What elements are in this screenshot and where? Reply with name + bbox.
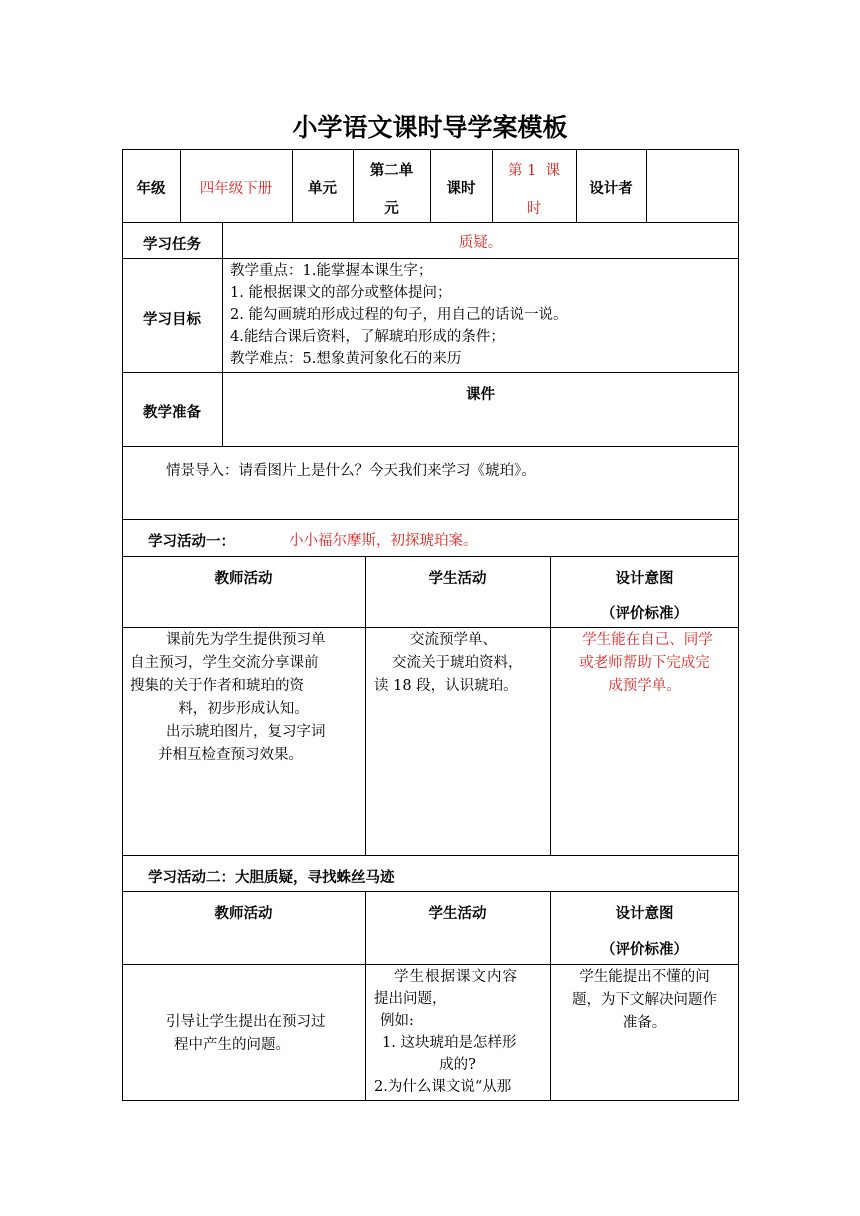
- activity1-student-line: 交流关于琥珀资料，: [392, 655, 523, 671]
- objective-line: 教学难点：5.想象黄河象化石的来历: [230, 351, 462, 367]
- prep-label: 教学准备: [143, 405, 201, 421]
- activity2-design-line: 题，为下文解决问题作: [572, 992, 717, 1008]
- objectives-label: 学习目标: [143, 312, 201, 328]
- activity2-label: 学习活动二：大胆质疑，寻找蛛丝马迹: [148, 870, 395, 886]
- row-divider: [122, 222, 739, 223]
- activity1-col-design: 设计意图: [615, 571, 674, 587]
- grade-value: 四年级下册: [199, 181, 273, 197]
- activity1-design-line: 或老师帮助下完成完: [579, 655, 710, 671]
- designer-label: 设计者: [589, 181, 633, 197]
- lesson-value-line2: 时: [526, 201, 542, 217]
- grade-label: 年级: [136, 181, 166, 197]
- activity1-col-student: 学生活动: [428, 571, 487, 587]
- activity2-teacher-line: 引导让学生提出在预习过: [166, 1014, 326, 1030]
- activity1-col-design-sub: （评价标准）: [601, 606, 688, 622]
- activity2-col-design-sub: （评价标准）: [601, 942, 688, 958]
- activity2-col-student: 学生活动: [428, 906, 487, 922]
- activity1-col-teacher: 教师活动: [214, 571, 273, 587]
- activity2-col-design: 设计意图: [615, 906, 674, 922]
- activity1-name: 小小福尔摩斯，初探琥珀案。: [289, 533, 478, 549]
- activity2-teacher-line: 程中产生的问题。: [174, 1037, 290, 1053]
- activity1-teacher-line: 搜集的关于作者和琥珀的资: [130, 678, 304, 694]
- activity2-design-line: 学生能提出不懂的问: [579, 969, 710, 985]
- task-value: 质疑。: [458, 235, 503, 251]
- row-divider: [122, 446, 739, 447]
- col-divider: [365, 556, 366, 855]
- prep-value: 课件: [466, 387, 495, 403]
- objective-line: 1. 能根据课文的部分或整体提问；: [230, 285, 452, 301]
- row-divider: [122, 556, 739, 557]
- col-divider: [646, 149, 647, 222]
- activity2-student-line: 1. 这块琥珀是怎样形: [382, 1035, 517, 1051]
- activity1-label: 学习活动一：: [148, 534, 235, 550]
- activity1-teacher-line: 料，初步形成认知。: [178, 701, 309, 717]
- activity1-teacher-line: 并相互检查预习效果。: [158, 747, 303, 763]
- row-divider: [122, 372, 739, 373]
- intro-text: 情景导入：请看图片上是什么？今天我们来学习《琥珀》。: [166, 463, 536, 479]
- task-label: 学习任务: [143, 237, 201, 253]
- activity2-design-line: 准备。: [622, 1015, 667, 1031]
- activity1-teacher-line: 自主预习，学生交流分享课前: [130, 655, 319, 671]
- activity2-student-line: 提出问题，: [374, 991, 447, 1007]
- lesson-label: 课时: [446, 181, 476, 197]
- activity2-student-line: 成的?: [439, 1057, 476, 1073]
- objective-line: 教学重点：1.能掌握本课生字；: [230, 263, 433, 279]
- activity1-student-line: 读 18 段，认识琥珀。: [374, 678, 518, 694]
- row-divider: [122, 964, 739, 965]
- row-divider: [122, 519, 739, 520]
- activity2-student-line: 学生根据课文内容: [394, 969, 518, 985]
- row-divider: [122, 855, 739, 856]
- unit-value-line1: 第二单: [369, 163, 414, 179]
- activity1-design-line: 成预学单。: [608, 678, 681, 694]
- page-title: 小学语文课时导学案模板: [292, 113, 568, 142]
- activity1-student-line: 交流预学单、: [410, 632, 497, 648]
- activity1-teacher-line: 出示琥珀图片，复习字词: [166, 724, 326, 740]
- col-divider: [550, 556, 551, 855]
- activity2-student-line: 例如:: [380, 1013, 414, 1029]
- unit-value-line2: 元: [384, 201, 399, 217]
- objective-line: 4.能结合课后资料，了解琥珀形成的条件；: [230, 329, 505, 345]
- unit-label: 单元: [308, 181, 337, 197]
- lesson-value-line1: 第 1 课: [507, 163, 561, 179]
- activity1-design-line: 学生能在自己、同学: [582, 632, 713, 648]
- row-divider: [122, 627, 739, 628]
- col-divider: [222, 222, 223, 446]
- row-divider: [122, 258, 739, 259]
- row-divider: [122, 891, 739, 892]
- objective-line: 2. 能勾画琥珀形成过程的句子，用自己的话说一说。: [230, 307, 568, 323]
- activity2-col-teacher: 教师活动: [214, 906, 273, 922]
- activity1-teacher-line: 课前先为学生提供预习单: [166, 632, 326, 648]
- activity2-student-line: 2.为什么课文说“从那: [374, 1079, 512, 1095]
